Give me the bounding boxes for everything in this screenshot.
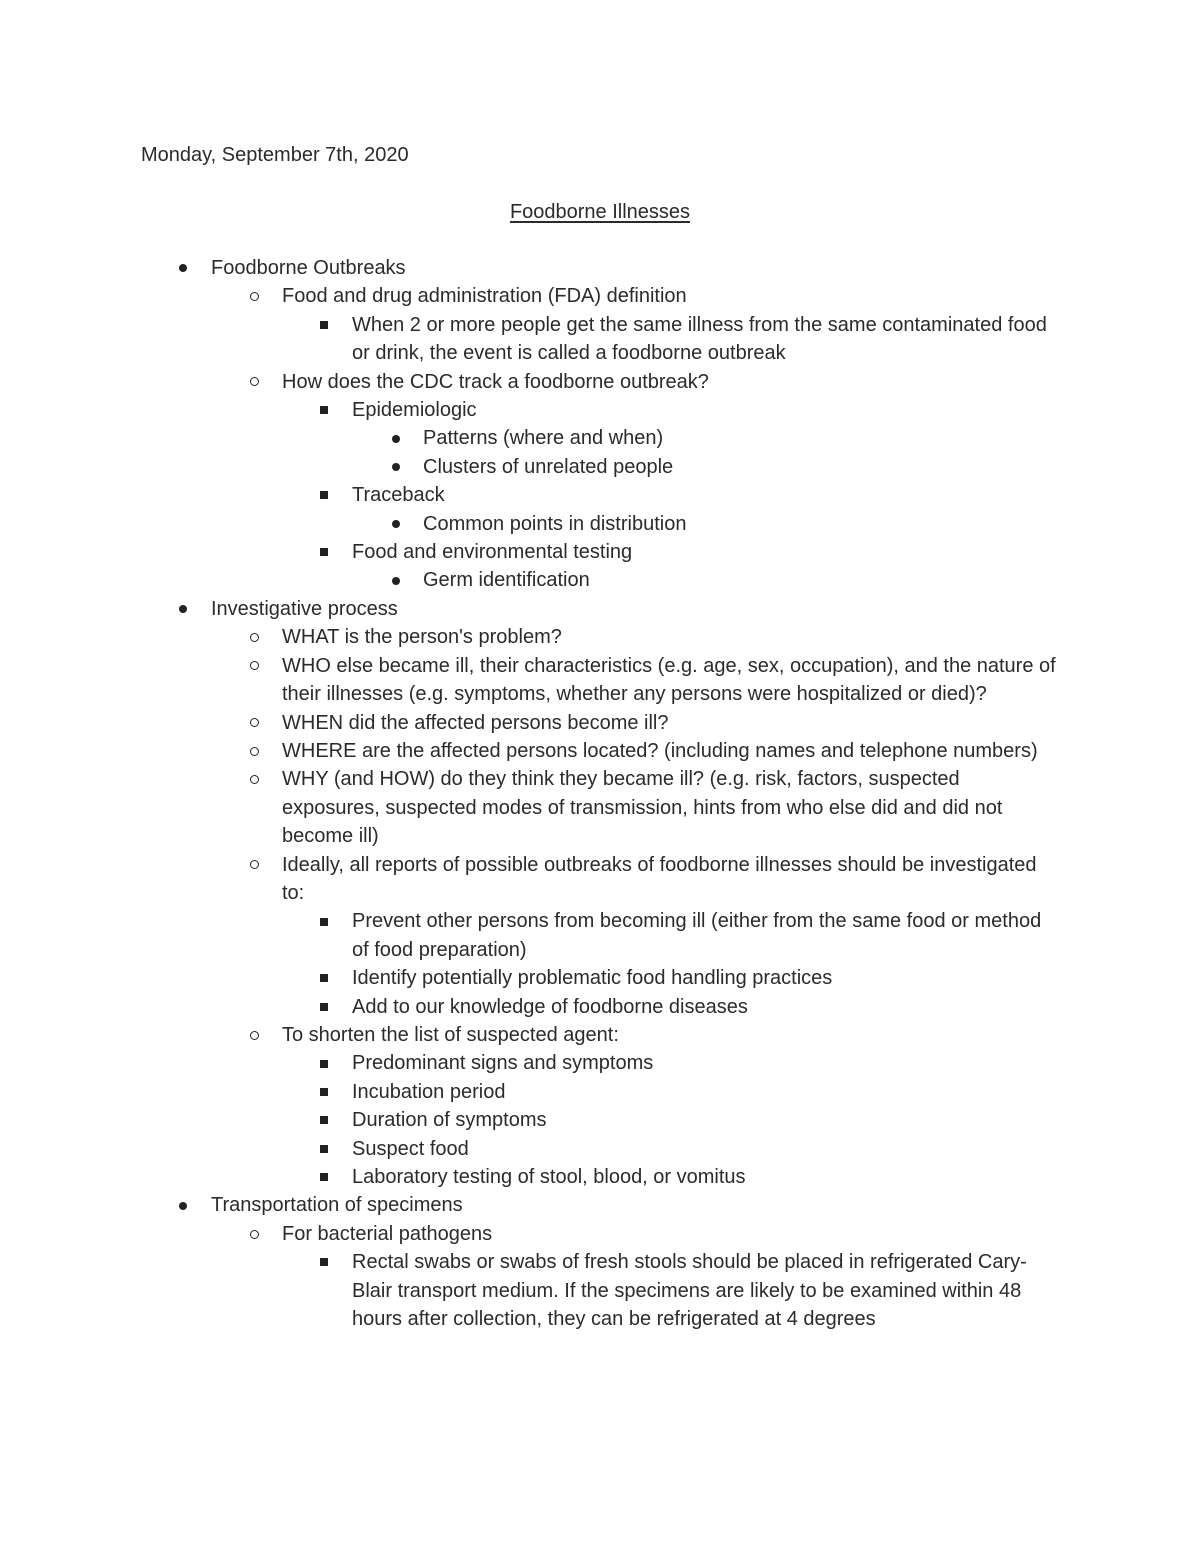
bullet-square-icon	[317, 1106, 331, 1134]
bullet-square-icon	[317, 907, 331, 935]
bullet-disc-icon	[176, 254, 190, 282]
bullet-disc-icon	[176, 1191, 190, 1219]
document-date: Monday, September 7th, 2020	[141, 144, 409, 166]
list-item: WHY (and HOW) do they think they became ill? (e.g. risk, factors, suspected exposures, suspected modes of transmission, hints from who else did and did not become ill)	[0, 765, 1057, 850]
bullet-circle-icon	[247, 709, 261, 737]
list-item: Incubation period	[0, 1078, 1057, 1106]
list-item: When 2 or more people get the same illness from the same contaminated food or drink, the event is called a foodborne outbreak	[0, 311, 1057, 368]
bullet-square-icon	[317, 1248, 331, 1276]
list-item: Common points in distribution	[0, 510, 1057, 538]
bullet-square-icon	[317, 481, 331, 509]
list-item: WHERE are the affected persons located? (including names and telephone numbers)	[0, 737, 1057, 765]
bullet-outline	[0, 254, 1200, 1333]
bullet-circle-icon	[247, 368, 261, 396]
bullet-square-icon	[317, 1078, 331, 1106]
list-item: Investigative process	[0, 595, 1071, 623]
bullet-square-icon	[317, 1135, 331, 1163]
bullet-circle-icon	[247, 851, 261, 879]
bullet-square-icon	[317, 1163, 331, 1191]
bullet-circle-icon	[247, 652, 261, 680]
list-item: Ideally, all reports of possible outbreaks of foodborne illnesses should be investigated to:	[0, 851, 1057, 908]
bullet-square-icon	[317, 311, 331, 339]
list-item: How does the CDC track a foodborne outbreak?	[0, 368, 1057, 396]
bullet-disc-icon	[389, 453, 403, 481]
bullet-square-icon	[317, 538, 331, 566]
bullet-circle-icon	[247, 623, 261, 651]
list-item: Foodborne Outbreaks	[0, 254, 1071, 282]
bullet-circle-icon	[247, 1021, 261, 1049]
list-item: WHO else became ill, their characteristics (e.g. age, sex, occupation), and the nature of their illnesses (e.g. symptoms, whether any persons were hospitalized or died)?	[0, 652, 1057, 709]
bullet-disc-icon	[176, 595, 190, 623]
bullet-square-icon	[317, 993, 331, 1021]
list-item: To shorten the list of suspected agent:	[0, 1021, 1057, 1049]
list-item: Epidemiologic	[0, 396, 1057, 424]
bullet-disc-icon	[389, 510, 403, 538]
list-item: Prevent other persons from becoming ill (either from the same food or method of food preparation)	[0, 907, 1057, 964]
list-item: Clusters of unrelated people	[0, 453, 1057, 481]
list-item: Laboratory testing of stool, blood, or vomitus	[0, 1163, 1057, 1191]
list-item: For bacterial pathogens	[0, 1220, 1057, 1248]
list-item: Duration of symptoms	[0, 1106, 1057, 1134]
bullet-square-icon	[317, 1049, 331, 1077]
list-item: Patterns (where and when)	[0, 424, 1057, 452]
bullet-circle-icon	[247, 1220, 261, 1248]
list-item: Add to our knowledge of foodborne diseases	[0, 993, 1057, 1021]
list-item: Suspect food	[0, 1135, 1057, 1163]
bullet-disc-icon	[389, 424, 403, 452]
list-item: Identify potentially problematic food handling practices	[0, 964, 1057, 992]
bullet-disc-icon	[389, 566, 403, 594]
bullet-circle-icon	[247, 282, 261, 310]
list-item: WHEN did the affected persons become ill?	[0, 709, 1057, 737]
list-item: Predominant signs and symptoms	[0, 1049, 1057, 1077]
list-item: Transportation of specimens	[0, 1191, 1071, 1219]
list-item: WHAT is the person's problem?	[0, 623, 1057, 651]
bullet-circle-icon	[247, 737, 261, 765]
bullet-square-icon	[317, 396, 331, 424]
list-item: Food and drug administration (FDA) definition	[0, 282, 1057, 310]
document-title: Foodborne Illnesses	[509, 201, 691, 223]
bullet-circle-icon	[247, 765, 261, 793]
list-item: Traceback	[0, 481, 1057, 509]
bullet-square-icon	[317, 964, 331, 992]
list-item: Food and environmental testing	[0, 538, 1057, 566]
list-item: Germ identification	[0, 566, 1057, 594]
list-item: Rectal swabs or swabs of fresh stools should be placed in refrigerated Cary-Blair transport medium. If the specimens are likely to be examined within 48 hours after collection, they can be refrigerated at 4 degrees	[0, 1248, 1057, 1333]
